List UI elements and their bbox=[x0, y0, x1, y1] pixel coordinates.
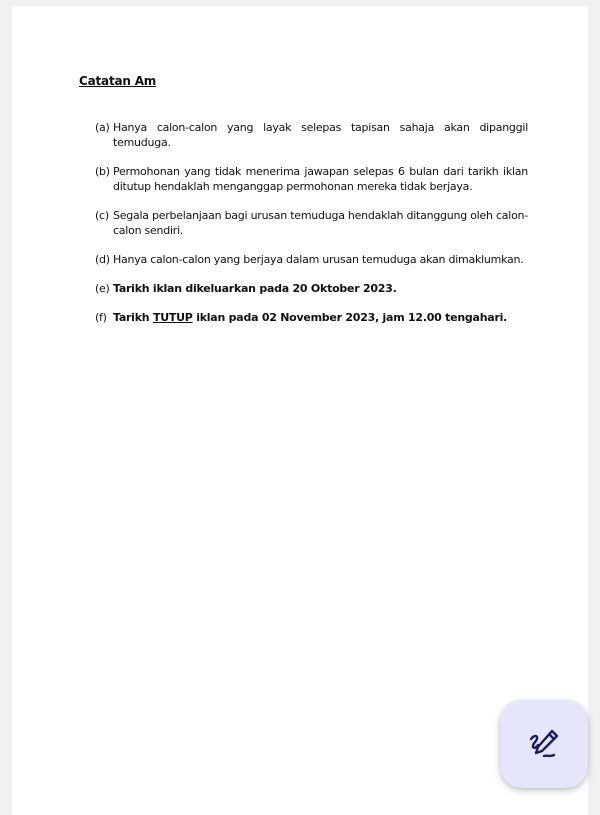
list-item bbox=[95, 252, 528, 267]
notes-list bbox=[95, 120, 528, 339]
document-page bbox=[12, 6, 588, 815]
item-marker: (d) bbox=[95, 253, 110, 266]
item-text-after: iklan pada 02 November 2023, jam 12.00 tengahari. bbox=[192, 311, 508, 324]
item-text: Hanya calon-calon yang berjaya dalam urusan temuduga akan dimaklumkan. bbox=[113, 253, 524, 266]
list-item bbox=[95, 208, 528, 238]
list-item bbox=[95, 310, 528, 325]
closing-keyword: TUTUP bbox=[152, 311, 193, 324]
section-heading: Catatan Am bbox=[79, 74, 157, 88]
item-text: Hanya calon-calon yang layak selepas tapisan sahaja akan dipanggil temuduga. bbox=[113, 121, 528, 149]
list-item bbox=[95, 281, 528, 296]
item-marker: (c) bbox=[95, 209, 109, 222]
item-text bbox=[113, 310, 528, 325]
item-text: Tarikh iklan dikeluarkan pada 20 Oktober 2023. bbox=[113, 282, 397, 295]
item-marker: (b) bbox=[95, 165, 110, 178]
list-item bbox=[95, 164, 528, 194]
item-marker: (a) bbox=[95, 121, 110, 134]
item-text-before: Tarikh bbox=[113, 311, 153, 324]
item-text: Segala perbelanjaan bagi urusan temuduga hendaklah ditanggung oleh calon-calon sendiri. bbox=[113, 209, 528, 237]
item-text: Permohonan yang tidak menerima jawapan selepas 6 bulan dari tarikh iklan ditutup hendaklah menganggap permohonan mereka tidak berjaya. bbox=[113, 165, 528, 193]
item-marker: (f) bbox=[95, 311, 107, 324]
pen-scribble-icon bbox=[527, 727, 561, 761]
list-item bbox=[95, 120, 528, 150]
annotate-button[interactable] bbox=[500, 700, 588, 788]
item-marker: (e) bbox=[95, 282, 110, 295]
